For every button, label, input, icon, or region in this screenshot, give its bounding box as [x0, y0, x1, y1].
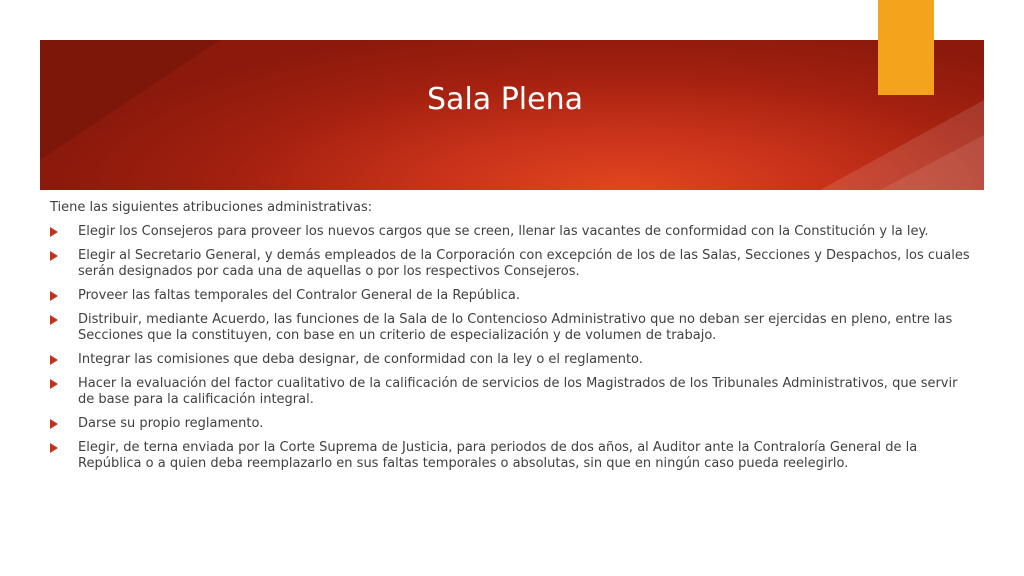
list-item — [50, 248, 975, 280]
list-item-text: Proveer las faltas temporales del Contralor General de la República. — [78, 288, 521, 303]
list-item-text: Darse su propio reglamento. — [78, 416, 264, 431]
triangle-right-icon — [50, 355, 58, 365]
triangle-right-icon — [50, 443, 58, 453]
list-item-text: Elegir los Consejeros para proveer los nuevos cargos que se creen, llenar las vacantes de conformidad con la Constitución y la ley. — [78, 224, 929, 239]
triangle-right-icon — [50, 251, 58, 261]
list-item-text: Integrar las comisiones que deba designar, de conformidad con la ley o el reglamento. — [78, 352, 643, 367]
list-item — [50, 376, 975, 408]
title-banner — [40, 40, 984, 190]
list-item — [50, 416, 975, 432]
list-item — [50, 352, 975, 368]
triangle-right-icon — [50, 291, 58, 301]
list-item-text: Hacer la evaluación del factor cualitativo de la calificación de servicios de los Magistrados de los Tribunales Administrativos, que servir de base para la calificación integral. — [78, 376, 958, 407]
triangle-right-icon — [50, 379, 58, 389]
bullet-list — [50, 224, 975, 472]
list-item — [50, 312, 975, 344]
triangle-right-icon — [50, 419, 58, 429]
intro-text: Tiene las siguientes atribuciones administrativas: — [50, 200, 373, 215]
list-item-text: Elegir, de terna enviada por la Corte Suprema de Justicia, para periodos de dos años, al Auditor ante la Contraloría General de la República o a quien deba reemplazarlo en sus faltas temporales o absolutas, sin que en ningún caso pueda reelegirlo. — [78, 440, 918, 471]
accent-tab — [878, 0, 934, 95]
list-item — [50, 288, 975, 304]
list-item-text: Elegir al Secretario General, y demás empleados de la Corporación con excepción de los de las Salas, Secciones y Despachos, los cuales serán designados por cada una de aquellas o por los respectivos Consejeros. — [78, 248, 970, 279]
list-item — [50, 440, 975, 472]
triangle-right-icon — [50, 227, 58, 237]
list-item-text: Distribuir, mediante Acuerdo, las funciones de la Sala de lo Contencioso Administrativo que no deban ser ejercidas en pleno, entre las Secciones que la constituyen, con base en un criterio de especialización y de volumen de trabajo. — [78, 312, 953, 343]
triangle-right-icon — [50, 315, 58, 325]
slide-title: Sala Plena — [427, 82, 583, 117]
slide-content — [50, 200, 975, 480]
list-item — [50, 224, 975, 240]
